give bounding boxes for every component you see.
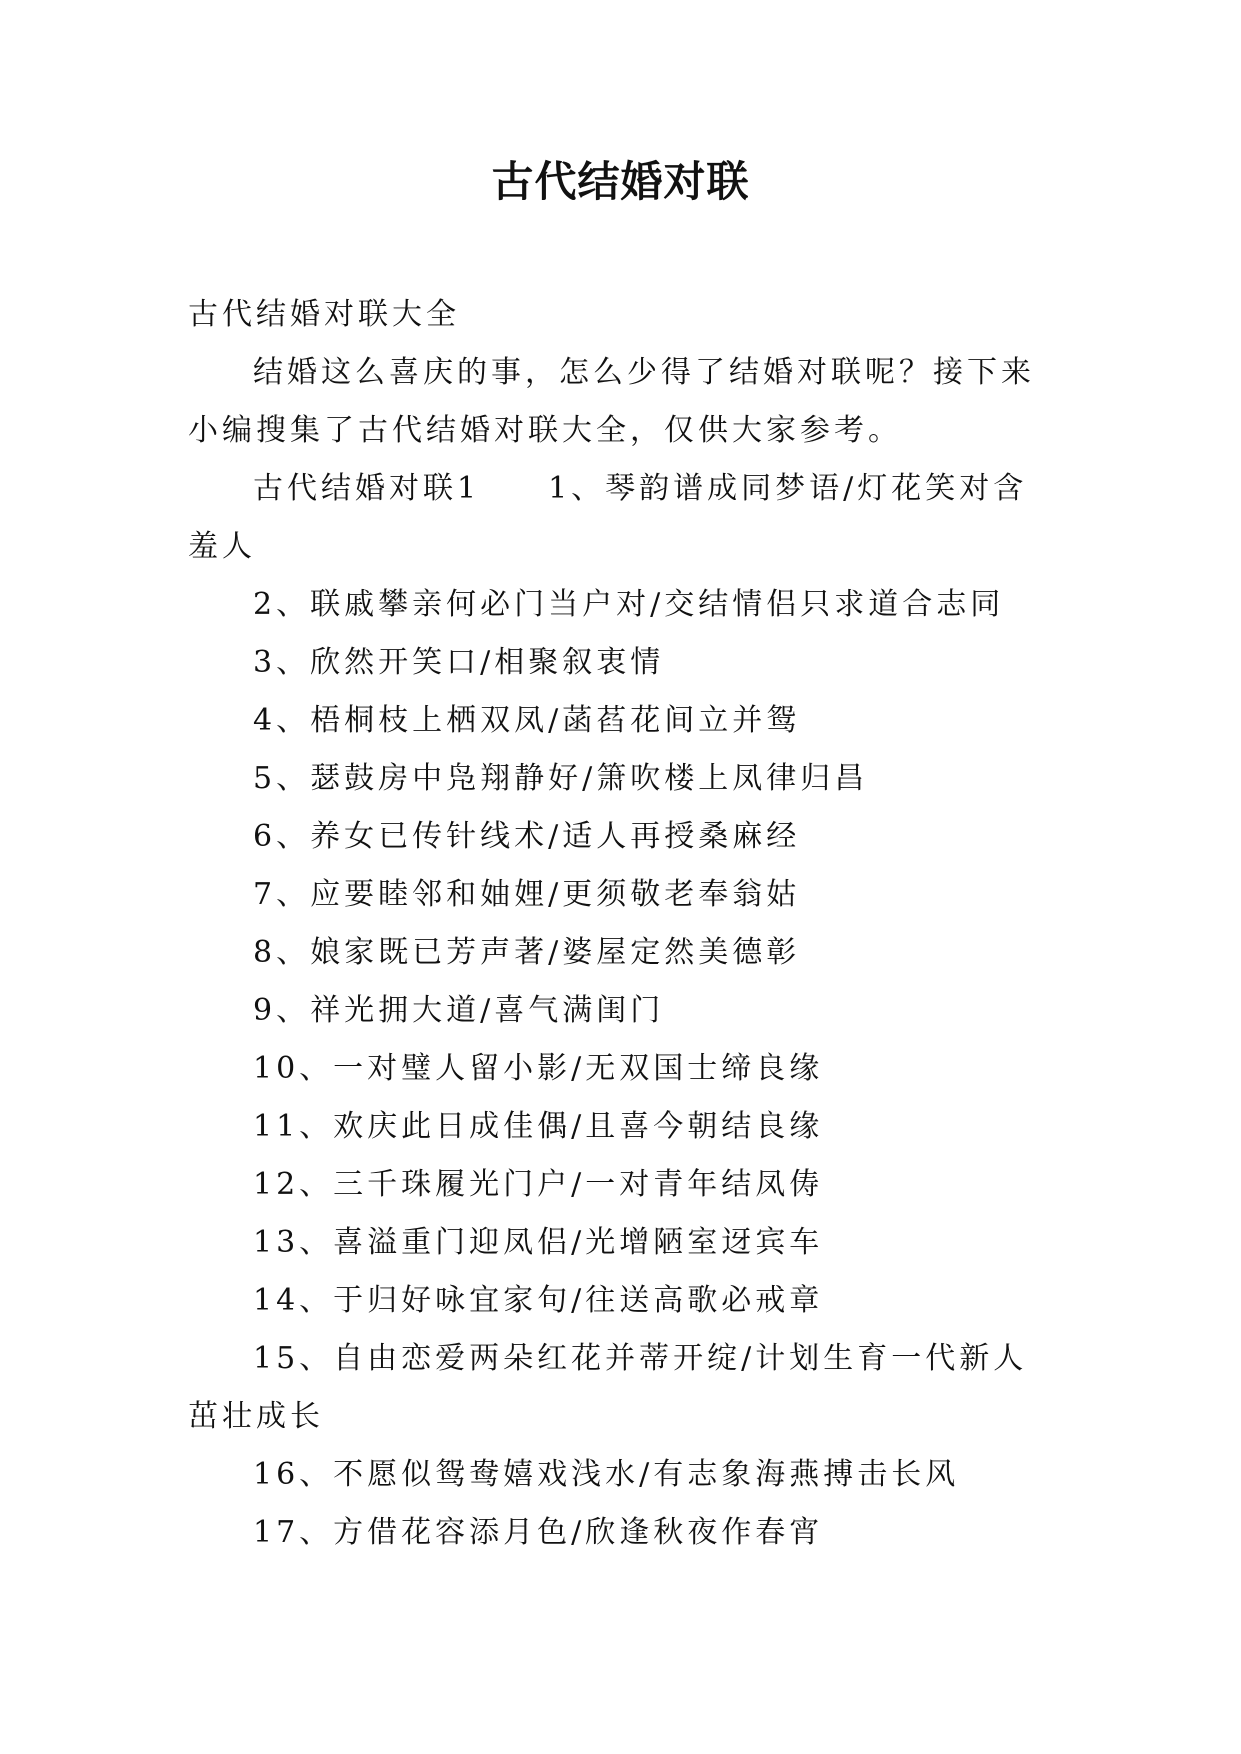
couplet-item: 7、应要睦邻和妯娌/更须敬老奉翁姑 (253, 877, 801, 912)
page-title: 古代结婚对联 (491, 157, 750, 206)
couplet-item: 12、三千珠履光门户/一对青年结凤俦 (253, 1167, 824, 1202)
couplet-item: 11、欢庆此日成佳偶/且喜今朝结良缘 (253, 1109, 824, 1144)
couplet-item: 2、联戚攀亲何必门当户对/交结情侣只求道合志同 (253, 587, 1005, 622)
intro-paragraph: 结婚这么喜庆的事，怎么少得了结婚对联呢？接下来小编搜集了古代结婚对联大全，仅供大家参考。 (188, 355, 1035, 448)
couplet-item: 14、于归好咏宜家句/往送高歌必戒章 (253, 1283, 824, 1318)
couplet-item: 8、娘家既已芳声著/婆屋定然美德彰 (253, 935, 801, 970)
couplet-item: 3、欣然开笑口/相聚叙衷情 (253, 645, 665, 680)
couplet-item: 13、喜溢重门迎凤侣/光增陋室迓宾车 (253, 1225, 824, 1260)
couplet-item: 9、祥光拥大道/喜气满闺门 (253, 993, 665, 1028)
couplet-item: 17、方借花容添月色/欣逢秋夜作春宵 (253, 1515, 824, 1550)
couplet-item: 4、梧桐枝上栖双凤/菡萏花间立并鸳 (253, 703, 801, 738)
couplet-item: 16、不愿似鸳鸯嬉戏浅水/有志象海燕搏击长风 (253, 1457, 960, 1492)
document-body (188, 286, 1050, 1562)
couplet-item: 5、瑟鼓房中凫翔静好/箫吹楼上凤律归昌 (253, 761, 869, 796)
couplet-item: 15、自由恋爱两朵红花并蒂开绽/计划生育一代新人茁壮成长 (188, 1341, 1028, 1434)
section-heading-couplet-1: 古代结婚对联1 1、琴韵谱成同梦语/灯花笑对含羞人 (188, 471, 1028, 564)
couplet-item: 10、一对璧人留小影/无双国士缔良缘 (253, 1051, 824, 1086)
document-subtitle: 古代结婚对联大全 (188, 297, 460, 332)
couplet-item: 6、养女已传针线术/适人再授桑麻经 (253, 819, 801, 854)
